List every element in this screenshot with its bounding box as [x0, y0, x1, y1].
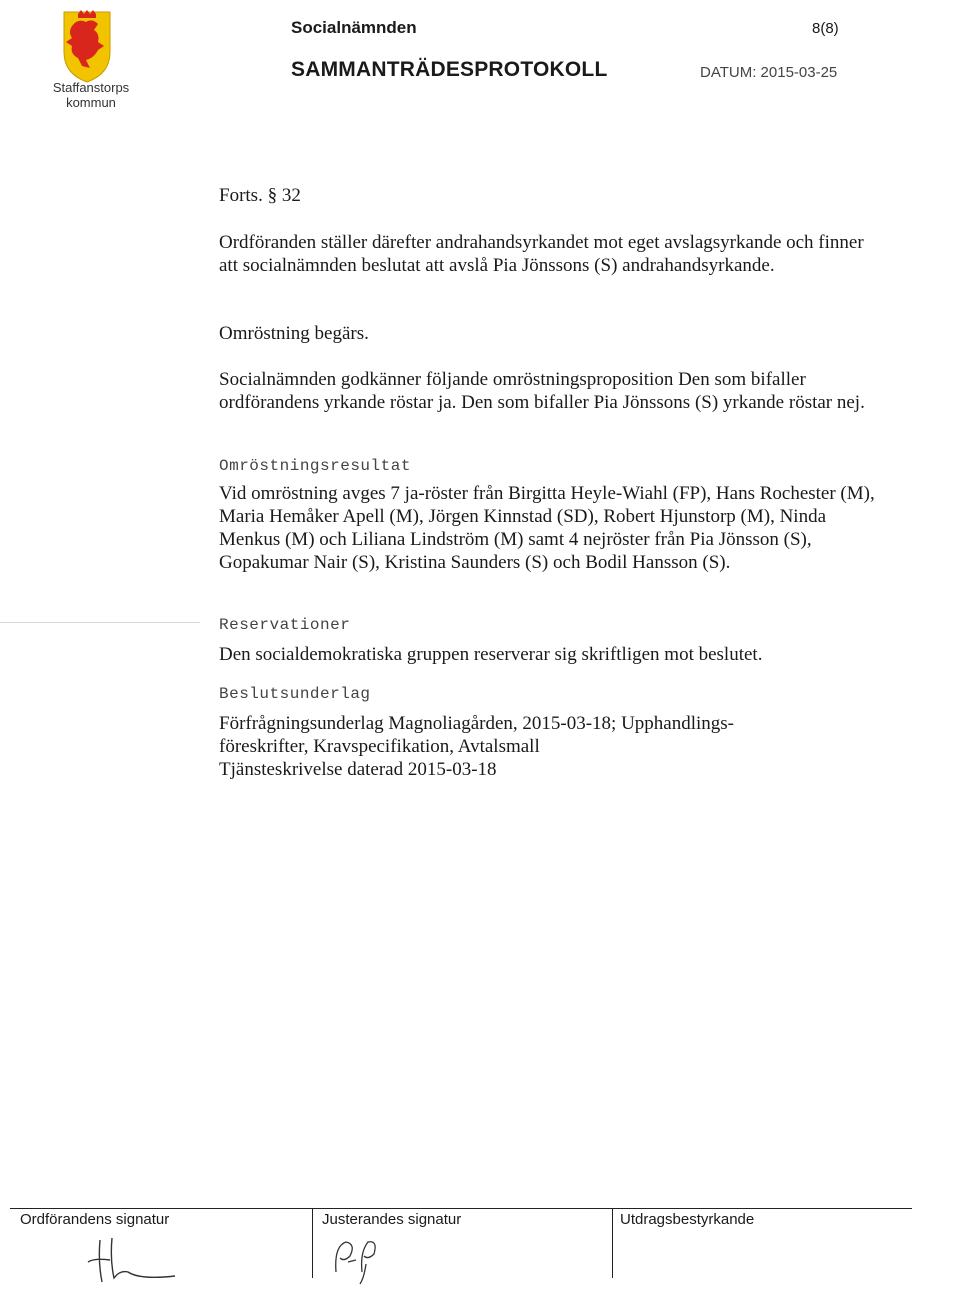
section-reference: Forts. § 32 [219, 185, 301, 206]
municipality-line1: Staffanstorps [52, 80, 130, 95]
page-number: 8(8) [812, 20, 839, 37]
chair-handwritten-signature [80, 1232, 190, 1292]
signature-divider-1 [312, 1208, 313, 1278]
heading-decision-basis: Beslutsunderlag [219, 685, 371, 703]
decision-basis-line1: Förfrågningsunderlag Magnoliagården, 2015-03-18; Upphandlings- [219, 713, 735, 734]
heading-reservations: Reservationer [219, 616, 351, 634]
adjuster-signature-label: Justerandes signatur [322, 1211, 462, 1228]
paragraph-vote-result: Vid omröstning avges 7 ja-röster från Birgitta Heyle-Wiahl (FP), Hans Rochester (M), Maria Hemåker Apell (M), Jörgen Kinnstad (SD), Robert Hjunstorp (M), Ninda Menkus (M) och Liliana Lindström (M) samt 4 nejröster från Pia Jönsson (S), Gopakumar Nair (S), Kristina Saunders (S) och Bodil Hansson (S). [219, 483, 875, 573]
decision-basis-line3: Tjänsteskrivelse daterad 2015-03-18 [219, 759, 497, 780]
decision-basis-line2: föreskrifter, Kravspecifikation, Avtalsmall [219, 736, 540, 757]
decision-basis-list [219, 712, 879, 781]
organization-name: Socialnämnden [291, 18, 417, 37]
document-date: DATUM: 2015-03-25 [700, 64, 838, 81]
chair-signature-label: Ordförandens signatur [20, 1211, 170, 1228]
signature-rule [10, 1208, 912, 1209]
paragraph-vote-requested: Omröstning begärs. [219, 323, 369, 344]
paragraph-vote-proposition: Socialnämnden godkänner följande omröstningsproposition Den som bifaller ordförandens yrkande röstar ja. Den som bifaller Pia Jönssons (S) yrkande röstar nej. [219, 369, 865, 413]
paragraph-reservations: Den socialdemokratiska gruppen reserverar sig skriftligen mot beslutet. [219, 644, 763, 665]
document-title: SAMMANTRÄDESPROTOKOLL [291, 58, 608, 81]
signature-divider-2 [612, 1208, 613, 1278]
scan-artifact-line [0, 622, 200, 623]
paragraph-chair-decision: Ordföranden ställer därefter andrahandsyrkandet mot eget avslagsyrkande och finner att socialnämnden beslutat att avslå Pia Jönssons (S) andrahandsyrkande. [219, 232, 864, 276]
municipality-name [36, 80, 146, 110]
municipality-line2: kommun [66, 95, 116, 110]
heading-vote-result: Omröstningsresultat [219, 457, 411, 475]
extract-certification-label: Utdragsbestyrkande [620, 1211, 755, 1228]
adjuster-handwritten-signature [326, 1232, 396, 1287]
